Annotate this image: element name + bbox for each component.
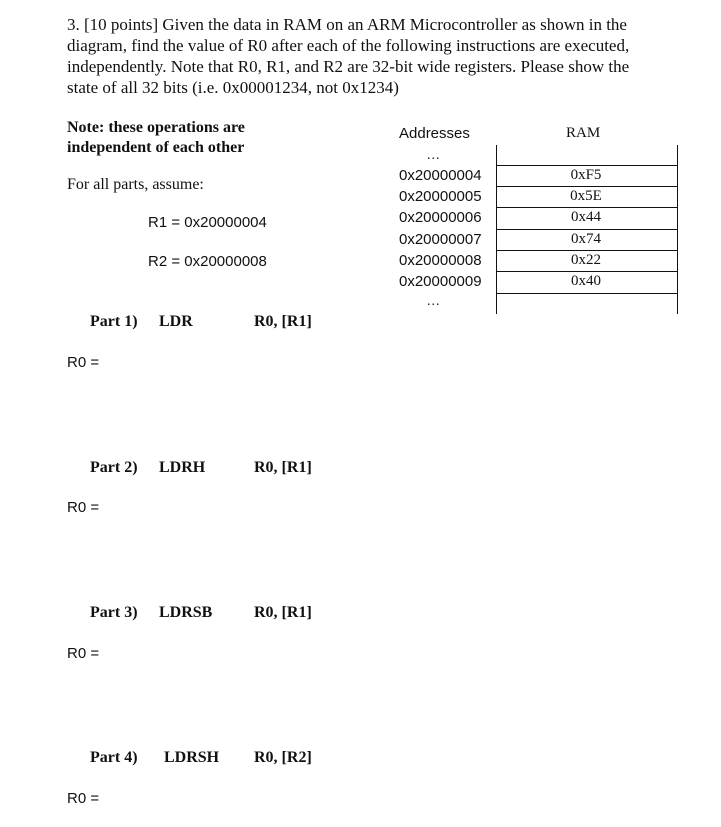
row-divider [496, 207, 678, 208]
ellipsis-bottom: ... [427, 294, 441, 309]
row-divider [496, 250, 678, 251]
table-row-value: 0x40 [571, 273, 601, 289]
part-3-label: Part 3) [90, 604, 138, 621]
part-2-label: Part 2) [90, 459, 138, 476]
table-row-address: 0x20000006 [399, 209, 482, 226]
question-line: 3. [10 points] Given the data in RAM on an ARM Microcontroller as shown in the [67, 15, 627, 34]
table-row-value: 0x44 [571, 209, 601, 225]
row-divider [496, 271, 678, 272]
part-4-label: Part 4) [90, 749, 138, 766]
table-row-address: 0x20000004 [399, 167, 482, 184]
part-2-answer-label: R0 = [67, 499, 100, 516]
table-row-address: 0x20000007 [399, 231, 482, 248]
table-row-value: 0x5E [570, 188, 602, 204]
r2-assumption: R2 = 0x20000008 [148, 253, 267, 270]
question-text [67, 14, 677, 98]
table-row-address: 0x20000005 [399, 188, 482, 205]
part-4-answer-label: R0 = [67, 790, 100, 807]
row-divider [496, 165, 678, 166]
ellipsis-top: ... [427, 148, 441, 163]
part-2-operands: R0, [R1] [254, 459, 312, 476]
table-row-value: 0x74 [571, 231, 601, 247]
question-line: independently. Note that R0, R1, and R2 are 32-bit wide registers. Please show the [67, 57, 630, 76]
note-line-1: Note: these operations are [67, 119, 245, 136]
table-row-address: 0x20000009 [399, 273, 482, 290]
part-3-operands: R0, [R1] [254, 604, 312, 621]
assume-label: For all parts, assume: [67, 176, 204, 193]
part-1-label: Part 1) [90, 313, 138, 330]
note-text [67, 118, 245, 158]
part-1-answer-label: R0 = [67, 354, 100, 371]
question-line: state of all 32 bits (i.e. 0x00001234, not 0x1234) [67, 78, 399, 97]
ram-header: RAM [566, 125, 601, 141]
table-row-value: 0x22 [571, 252, 601, 268]
part-1-instruction: LDR [159, 313, 193, 330]
row-divider [496, 293, 678, 294]
part-3-answer-label: R0 = [67, 645, 100, 662]
table-row-address: 0x20000008 [399, 252, 482, 269]
part-1-operands: R0, [R1] [254, 313, 312, 330]
table-row-value: 0xF5 [570, 167, 602, 183]
part-4-operands: R0, [R2] [254, 749, 312, 766]
addresses-header: Addresses [399, 125, 470, 142]
part-4-instruction: LDRSH [164, 749, 220, 766]
row-divider [496, 229, 678, 230]
part-2-instruction: LDRH [159, 459, 206, 476]
part-3-instruction: LDRSB [159, 604, 213, 621]
note-line-2: independent of each other [67, 139, 245, 156]
r1-assumption: R1 = 0x20000004 [148, 214, 267, 231]
row-divider [496, 186, 678, 187]
question-line: diagram, find the value of R0 after each of the following instructions are executed, [67, 36, 630, 55]
